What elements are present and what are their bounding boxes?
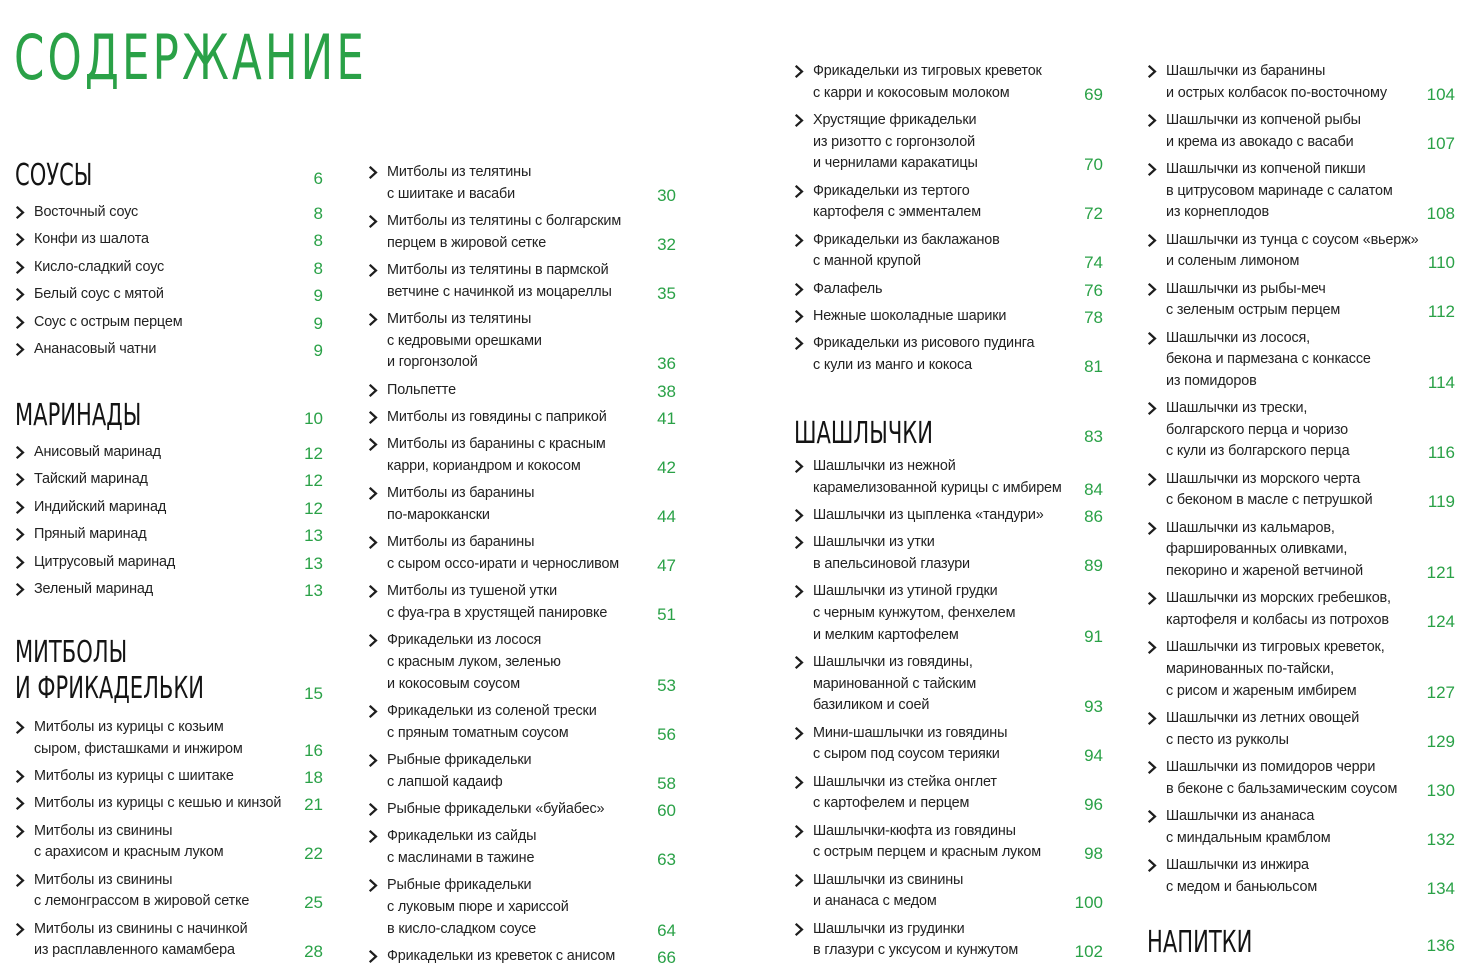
- toc-entry[interactable]: [15, 339, 323, 361]
- toc-section-page: 136: [1426, 936, 1455, 955]
- toc-entry[interactable]: [1147, 588, 1455, 631]
- chevron-right-icon: [15, 469, 29, 490]
- toc-entry-title: Митболы из курицы с козьим сыром, фисташками и инжиром: [34, 719, 243, 757]
- toc-entry[interactable]: [1147, 518, 1455, 583]
- toc-entry[interactable]: [368, 875, 676, 940]
- toc-entry-page: 35: [657, 283, 676, 303]
- chevron-right-icon: [794, 181, 808, 202]
- chevron-right-icon: [1147, 279, 1161, 300]
- toc-entry-title: Фрикадельки из лосося с красным луком, зеленью и кокосовым соусом: [387, 632, 561, 692]
- toc-entry-title: Польпетте: [387, 381, 456, 398]
- toc-entry-title: Шашлычки из копченой пикши в цитрусовом маринаде с салатом из корнеплодов: [1166, 161, 1393, 221]
- toc-entry-title: Шашлычки из говядины, маринованной с тайским базиликом и соей: [813, 654, 977, 714]
- chevron-right-icon: [794, 821, 808, 842]
- toc-entry-title: Тайский маринад: [34, 471, 148, 488]
- toc-entry[interactable]: [15, 919, 323, 962]
- chevron-right-icon: [794, 505, 808, 526]
- toc-entry[interactable]: [794, 772, 1103, 815]
- toc-entry-page: 116: [1427, 443, 1455, 463]
- toc-entry-page: 13: [304, 581, 323, 600]
- toc-entry-page: 69: [1084, 84, 1103, 104]
- toc-column-1: [15, 158, 323, 968]
- toc-entry-page: 44: [657, 506, 676, 526]
- toc-entry[interactable]: [15, 793, 323, 815]
- toc-entry-page: 42: [657, 457, 676, 477]
- toc-column-4: [1147, 61, 1455, 968]
- toc-entry[interactable]: [368, 483, 676, 526]
- chevron-right-icon: [368, 799, 382, 820]
- toc-entry-page: 56: [657, 724, 676, 744]
- chevron-right-icon: [794, 333, 808, 354]
- toc-entry-page: 21: [304, 795, 323, 815]
- toc-entry-page: 110: [1427, 253, 1455, 273]
- toc-entry-page: 9: [313, 286, 323, 306]
- toc-entry-title: Фрикадельки из рисового пудинга с кули из манго и кокоса: [813, 335, 1035, 373]
- toc-entry-page: 134: [1426, 878, 1455, 898]
- toc-entry-page: 102: [1074, 942, 1103, 962]
- toc-entry-title: Шашлычки из летних овощей с песто из рукколы: [1166, 710, 1360, 748]
- chevron-right-icon: [1147, 398, 1161, 419]
- toc-entry-title: Митболы из говядины с паприкой: [387, 409, 607, 425]
- toc-section-page: 10: [304, 409, 323, 428]
- toc-section-page: 83: [1084, 427, 1103, 446]
- toc-entry-title: Митболы из телятины с болгарским перцем в жировой сетке: [387, 213, 622, 251]
- chevron-right-icon: [15, 284, 29, 305]
- toc-entry-page: 127: [1426, 682, 1455, 702]
- toc-entry-title: Митболы из баранины по-мароккански: [387, 485, 535, 523]
- toc-entry[interactable]: [1147, 279, 1455, 322]
- toc-entry-title: Шашлычки из морского черта с беконом в масле с петрушкой: [1166, 470, 1373, 509]
- toc-entry[interactable]: [15, 469, 323, 491]
- toc-entry-title: Шашлычки из утки в апельсиновой глазури: [813, 534, 970, 572]
- toc-entry-title: Рыбные фрикадельки с лапшой кадаиф: [387, 752, 532, 790]
- toc-entry[interactable]: [1147, 855, 1455, 898]
- toc-entry[interactable]: [794, 230, 1103, 273]
- chevron-right-icon: [15, 202, 29, 223]
- toc-entry[interactable]: [368, 532, 676, 575]
- chevron-right-icon: [368, 701, 382, 722]
- toc-entry-page: 89: [1084, 555, 1103, 575]
- toc-entry-title: Митболы из курицы с шиитаке: [34, 768, 234, 784]
- toc-entry-title: Шашлычки из грудинки в глазури с уксусом и кунжутом: [813, 920, 1019, 959]
- toc-entry[interactable]: [368, 701, 676, 744]
- chevron-right-icon: [368, 946, 382, 967]
- toc-entry-page: 22: [304, 844, 323, 864]
- toc-entry-page: 78: [1084, 308, 1103, 327]
- chevron-right-icon: [368, 260, 382, 281]
- chevron-right-icon: [15, 257, 29, 278]
- chevron-right-icon: [368, 826, 382, 847]
- chevron-right-icon: [368, 532, 382, 553]
- toc-entry-title: Митболы из курицы с кешью и кинзой: [34, 795, 282, 812]
- toc-entry-page: 12: [304, 444, 323, 463]
- toc-entry-title: Шашлычки из ананаса с миндальным крамблом: [1166, 808, 1331, 846]
- chevron-right-icon: [1147, 588, 1161, 609]
- chevron-right-icon: [794, 306, 808, 327]
- chevron-right-icon: [794, 919, 808, 940]
- toc-entry-title: Шашлычки из копченой рыбы и крема из авокадо с васаби: [1166, 112, 1361, 150]
- toc-entry-page: 60: [657, 801, 676, 820]
- toc-entry-page: 9: [313, 313, 323, 333]
- toc-entry-title: Митболы из баранины с сыром оссо-ирати и черносливом: [387, 534, 620, 572]
- chevron-right-icon: [368, 434, 382, 455]
- toc-entry-page: 9: [313, 341, 323, 360]
- toc-entry[interactable]: [15, 257, 323, 279]
- toc-entry[interactable]: [15, 579, 323, 601]
- chevron-right-icon: [368, 581, 382, 602]
- toc-entry-page: 74: [1084, 253, 1103, 273]
- chevron-right-icon: [794, 230, 808, 251]
- toc-entry-page: 18: [304, 768, 323, 787]
- toc-entry[interactable]: [368, 211, 676, 254]
- toc-entry-title: Шашлычки из цыпленка «тандури»: [813, 507, 1044, 523]
- toc-entry-title: Фрикадельки из баклажанов с манной крупой: [813, 231, 1000, 270]
- toc-entry[interactable]: [15, 524, 323, 546]
- toc-entry[interactable]: [368, 434, 676, 477]
- chevron-right-icon: [15, 229, 29, 250]
- toc-entry[interactable]: [368, 581, 676, 624]
- chevron-right-icon: [15, 717, 29, 738]
- toc-entry[interactable]: [368, 407, 676, 429]
- toc-entry-title: Кисло-сладкий соус: [34, 258, 165, 275]
- toc-entry-page: 47: [657, 555, 676, 575]
- toc-entry-title: Фрикадельки из тертого картофеля с эмменталем: [813, 182, 981, 221]
- toc-entry-page: 13: [304, 553, 323, 573]
- toc-entry-page: 38: [657, 381, 676, 401]
- toc-entry-title: Шашлычки из нежной карамелизованной курицы с имбирем: [813, 458, 1062, 496]
- chevron-right-icon: [1147, 637, 1161, 658]
- chevron-right-icon: [15, 793, 29, 814]
- chevron-right-icon: [794, 456, 808, 477]
- toc-entry[interactable]: [794, 821, 1103, 864]
- toc-entry-page: 36: [657, 354, 676, 374]
- toc-entry[interactable]: [794, 110, 1103, 175]
- toc-entry-page: 129: [1426, 731, 1455, 751]
- chevron-right-icon: [15, 442, 29, 463]
- toc-entry-page: 124: [1426, 611, 1455, 631]
- toc-entry-page: 119: [1427, 492, 1455, 512]
- toc-entry-title: Цитрусовый маринад: [34, 553, 176, 570]
- toc-entry[interactable]: [15, 552, 323, 574]
- chevron-right-icon: [15, 766, 29, 787]
- toc-entry[interactable]: [368, 260, 676, 303]
- toc-entry-page: 93: [1084, 697, 1103, 717]
- toc-entry-page: 121: [1426, 562, 1455, 582]
- toc-entry[interactable]: [368, 946, 676, 968]
- toc-entry-title: Шашлычки из свинины и ананаса с медом: [813, 871, 964, 910]
- toc-entry[interactable]: [368, 750, 676, 793]
- chevron-right-icon: [794, 723, 808, 744]
- toc-section-page: 6: [313, 169, 323, 188]
- toc-entry[interactable]: [794, 505, 1103, 527]
- toc-entry[interactable]: [368, 380, 676, 402]
- toc-entry-title: Шашлычки из тунца с соусом «вьерж» и соленым лимоном: [1166, 231, 1419, 270]
- chevron-right-icon: [794, 532, 808, 553]
- chevron-right-icon: [1147, 806, 1161, 827]
- toc-entry[interactable]: [15, 312, 323, 334]
- toc-entry[interactable]: [15, 717, 323, 760]
- toc-entry[interactable]: [794, 532, 1103, 575]
- toc-entry[interactable]: [1147, 806, 1455, 849]
- toc-entry-page: 72: [1084, 204, 1103, 224]
- toc-section-heading: НАПИТКИ: [1147, 925, 1253, 960]
- toc-entry-page: 108: [1426, 204, 1455, 224]
- toc-section-page: 15: [304, 684, 323, 703]
- chevron-right-icon: [368, 407, 382, 428]
- toc-entry-page: 81: [1084, 356, 1103, 376]
- toc-entry[interactable]: [1147, 110, 1455, 153]
- toc-entry-page: 76: [1084, 280, 1103, 300]
- toc-entry-page: 25: [304, 893, 323, 913]
- toc-entry-page: 112: [1427, 302, 1455, 322]
- chevron-right-icon: [1147, 757, 1161, 778]
- toc-entry[interactable]: [794, 652, 1103, 717]
- page-title: СОДЕРЖАНИЕ: [14, 21, 367, 94]
- toc-entry-title: Митболы из свинины с начинкой из расплавленного камамбера: [34, 920, 248, 959]
- toc-entry[interactable]: [794, 723, 1103, 766]
- toc-entry-page: 8: [313, 204, 323, 223]
- toc-entry-page: 132: [1426, 829, 1455, 849]
- toc-entry-title: Фалафель: [813, 280, 883, 297]
- toc-entry-title: Хрустящие фрикадельки из ризотто с горгонзолой и чернилами каракатицы: [813, 112, 978, 172]
- toc-entry[interactable]: [794, 333, 1103, 376]
- toc-entry[interactable]: [794, 456, 1103, 499]
- chevron-right-icon: [794, 652, 808, 673]
- toc-entry-title: Митболы из телятины в пармской ветчине с начинкой из моцареллы: [387, 262, 612, 300]
- toc-entry-page: 86: [1084, 507, 1103, 526]
- toc-entry-title: Пряный маринад: [34, 526, 147, 543]
- toc-entry[interactable]: [794, 181, 1103, 224]
- chevron-right-icon: [15, 339, 29, 360]
- toc-entry-page: 63: [657, 849, 676, 869]
- chevron-right-icon: [1147, 110, 1161, 131]
- toc-entry[interactable]: [368, 630, 676, 695]
- chevron-right-icon: [1147, 61, 1161, 82]
- chevron-right-icon: [794, 870, 808, 891]
- toc-entry[interactable]: [15, 229, 323, 251]
- toc-entry-title: Митболы из телятины с шиитаке и васаби: [387, 164, 532, 202]
- toc-entry[interactable]: [1147, 230, 1455, 273]
- toc-entry[interactable]: [794, 581, 1103, 646]
- toc-entry-page: 130: [1426, 780, 1455, 800]
- toc-entry[interactable]: [1147, 708, 1455, 751]
- toc-entry-page: 70: [1084, 155, 1103, 175]
- toc-entry-title: Шашлычки из лосося, бекона и пармезана с конкассе из помидоров: [1166, 329, 1371, 389]
- toc-entry-title: Митболы из тушеной утки с фуа-гра в хрустящей панировке: [387, 583, 608, 621]
- toc-entry-title: Конфи из шалота: [34, 231, 149, 248]
- toc-entry-page: 8: [313, 258, 323, 278]
- chevron-right-icon: [794, 110, 808, 131]
- toc-entry-title: Индийский маринад: [34, 498, 167, 515]
- toc-section-heading: МАРИНАДЫ: [15, 398, 142, 433]
- toc-section-heading: МИТБОЛЫ И ФРИКАДЕЛЬКИ: [15, 635, 205, 706]
- toc-entry[interactable]: [368, 826, 676, 869]
- toc-section-heading: СОУСЫ: [15, 158, 93, 193]
- toc-entry-page: 13: [304, 526, 323, 546]
- toc-entry-page: 104: [1426, 84, 1455, 104]
- toc-entry[interactable]: [1147, 398, 1455, 463]
- toc-entry[interactable]: [15, 497, 323, 519]
- toc-entry[interactable]: [15, 821, 323, 864]
- toc-entry[interactable]: [368, 309, 676, 374]
- toc-entry-page: 51: [657, 604, 676, 624]
- toc-entry[interactable]: [368, 799, 676, 821]
- toc-entry-title: Митболы из свинины с лемонграссом в жировой сетке: [34, 871, 250, 910]
- chevron-right-icon: [1147, 159, 1161, 180]
- toc-entry-page: 66: [657, 948, 676, 967]
- chevron-right-icon: [15, 919, 29, 940]
- toc-entry-page: 30: [657, 185, 676, 205]
- toc-entry-title: Шашлычки из морских гребешков, картофеля и колбасы из потрохов: [1166, 590, 1391, 628]
- toc-entry-title: Фрикадельки из креветок с анисом: [387, 948, 616, 964]
- chevron-right-icon: [1147, 469, 1161, 490]
- toc-entry-title: Шашлычки из инжира с медом и баньюльсом: [1166, 857, 1318, 895]
- toc-entry-page: 16: [304, 740, 323, 760]
- chevron-right-icon: [1147, 328, 1161, 349]
- toc-entry-title: Шашлычки из утиной грудки с черным кунжутом, фенхелем и мелким картофелем: [813, 583, 1016, 643]
- toc-entry-title: Шашлычки из тигровых креветок, маринованных по-тайски, с рисом и жареным имбирем: [1166, 639, 1385, 699]
- toc-column-3: [794, 61, 1103, 968]
- chevron-right-icon: [368, 380, 382, 401]
- toc-entry-title: Белый соус с мятой: [34, 286, 164, 303]
- toc-entry-page: 94: [1084, 746, 1103, 766]
- toc-entry-title: Зеленый маринад: [34, 581, 153, 597]
- chevron-right-icon: [1147, 230, 1161, 251]
- toc-entry[interactable]: [794, 279, 1103, 301]
- toc-entry-page: 100: [1074, 893, 1103, 913]
- toc-entry-page: 32: [657, 234, 676, 254]
- toc-section-heading: ШАШЛЫЧКИ: [794, 416, 933, 451]
- toc-entry-page: 98: [1084, 844, 1103, 864]
- toc-entry-page: 58: [657, 773, 676, 793]
- toc-entry-title: Шашлычки из трески, болгарского перца и чоризо с кули из болгарского перца: [1166, 400, 1350, 460]
- toc-entry[interactable]: [1147, 637, 1455, 702]
- chevron-right-icon: [15, 552, 29, 573]
- toc-entry-page: 12: [304, 498, 323, 518]
- toc-entry[interactable]: [368, 162, 676, 205]
- toc-entry-title: Фрикадельки из тигровых креветок с карри и кокосовым молоком: [813, 63, 1042, 101]
- toc-entry[interactable]: [794, 61, 1103, 104]
- chevron-right-icon: [15, 870, 29, 891]
- toc-entry[interactable]: [794, 870, 1103, 913]
- chevron-right-icon: [368, 162, 382, 183]
- toc-entry-title: Митболы из свинины с арахисом и красным луком: [34, 822, 224, 861]
- toc-entry-page: 28: [304, 942, 323, 962]
- chevron-right-icon: [368, 483, 382, 504]
- toc-entry-title: Рыбные фрикадельки с луковым пюре и хариссой в кисло-сладком соусе: [387, 877, 569, 937]
- chevron-right-icon: [794, 772, 808, 793]
- chevron-right-icon: [1147, 855, 1161, 876]
- toc-entry-page: 53: [657, 675, 676, 695]
- chevron-right-icon: [368, 630, 382, 651]
- toc-entry[interactable]: [15, 766, 323, 788]
- toc-entry-title: Митболы из телятины с кедровыми орешками и горгонзолой: [387, 311, 542, 371]
- toc-entry-title: Шашлычки из кальмаров, фаршированных оливками, пекорино и жареной ветчиной: [1166, 519, 1363, 579]
- toc-entry-title: Фрикадельки из сайды с маслинами в тажине: [387, 828, 537, 866]
- toc-entry[interactable]: [15, 442, 323, 464]
- chevron-right-icon: [368, 309, 382, 330]
- toc-entry-title: Соус с острым перцем: [34, 313, 183, 330]
- toc-entry[interactable]: [1147, 469, 1455, 512]
- toc-entry[interactable]: [15, 870, 323, 913]
- toc-entry[interactable]: [15, 202, 323, 224]
- toc-entry[interactable]: [1147, 61, 1455, 104]
- toc-entry[interactable]: [1147, 328, 1455, 393]
- toc-entry-page: 114: [1427, 372, 1455, 392]
- toc-entry-title: Восточный соус: [34, 204, 139, 220]
- chevron-right-icon: [368, 875, 382, 896]
- toc-entry[interactable]: [15, 284, 323, 306]
- chevron-right-icon: [794, 581, 808, 602]
- toc-entry[interactable]: [794, 919, 1103, 962]
- chevron-right-icon: [15, 312, 29, 333]
- toc-entry-page: 41: [657, 409, 676, 428]
- chevron-right-icon: [368, 211, 382, 232]
- chevron-right-icon: [15, 497, 29, 518]
- toc-entry-page: 91: [1084, 626, 1103, 646]
- toc-entry-title: Нежные шоколадные шарики: [813, 308, 1007, 324]
- toc-entry-title: Рыбные фрикадельки «буйабес»: [387, 801, 605, 817]
- toc-entry-title: Шашлычки из баранины и острых колбасок по-восточному: [1166, 63, 1387, 101]
- chevron-right-icon: [15, 821, 29, 842]
- chevron-right-icon: [794, 61, 808, 82]
- toc-entry-title: Ананасовый чатни: [34, 341, 157, 357]
- toc-entry-page: 96: [1084, 795, 1103, 815]
- toc-entry[interactable]: [1147, 159, 1455, 224]
- chevron-right-icon: [368, 750, 382, 771]
- chevron-right-icon: [1147, 708, 1161, 729]
- toc-entry-page: 64: [657, 920, 676, 940]
- toc-entry[interactable]: [794, 306, 1103, 328]
- chevron-right-icon: [1147, 518, 1161, 539]
- chevron-right-icon: [15, 579, 29, 600]
- toc-entry-title: Шашлычки-кюфта из говядины с острым перцем и красным луком: [813, 822, 1042, 861]
- toc-entry-title: Мини-шашлычки из говядины с сыром под соусом терияки: [813, 724, 1008, 763]
- chevron-right-icon: [15, 524, 29, 545]
- toc-entry-title: Митболы из баранины с красным карри, кориандром и кокосом: [387, 436, 606, 474]
- chevron-right-icon: [794, 279, 808, 300]
- toc-entry-title: Шашлычки из рыбы-меч с зеленым острым перцем: [1166, 280, 1341, 319]
- toc-entry-page: 8: [313, 231, 323, 251]
- toc-entry-title: Шашлычки из стейка онглет с картофелем и перцем: [813, 773, 997, 812]
- toc-entry-title: Анисовый маринад: [34, 444, 161, 460]
- toc-entry-page: 12: [304, 471, 323, 491]
- toc-entry-page: 84: [1084, 479, 1103, 499]
- toc-entry-page: 107: [1426, 133, 1455, 153]
- toc-entry[interactable]: [1147, 757, 1455, 800]
- toc-entry-title: Фрикадельки из соленой трески с пряным томатным соусом: [387, 703, 597, 741]
- toc-entry-title: Шашлычки из помидоров черри в беконе с бальзамическим соусом: [1166, 759, 1398, 797]
- toc-column-2: [368, 162, 676, 968]
